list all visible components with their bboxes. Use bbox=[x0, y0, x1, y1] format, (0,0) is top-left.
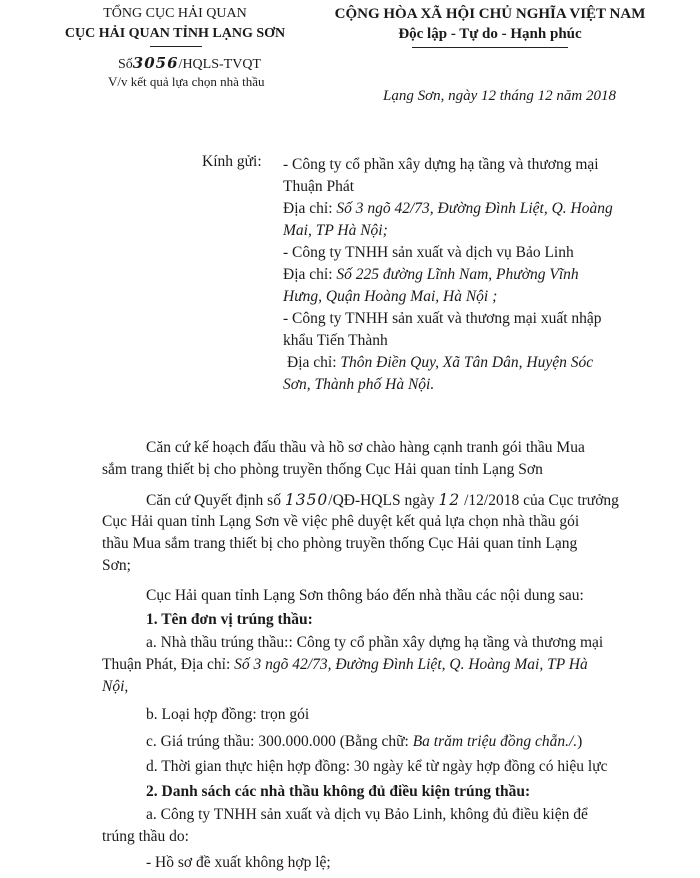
address-label: Địa chỉ: bbox=[287, 354, 341, 371]
nation-motto: Độc lập - Tự do - Hạnh phúc bbox=[398, 26, 582, 42]
s1c-plain: c. Giá trúng thầu: 300.000.000 (Bằng chữ: bbox=[146, 733, 413, 750]
paragraph-1-line2: sắm trang thiết bị cho phòng truyền thống Cục Hải quan tỉnh Lạng Sơn bbox=[102, 461, 543, 478]
paragraph-2-line2: Cục Hải quan tỉnh Lạng Sơn về việc phê duyệt kết quả lựa chọn nhà thầu gói bbox=[102, 513, 580, 530]
doc-number-prefix: Số bbox=[118, 57, 133, 72]
section-1a-line2 bbox=[102, 654, 588, 676]
address-label: Địa chỉ: bbox=[283, 200, 337, 217]
section-1d: d. Thời gian thực hiện hợp đồng: 30 ngày kể từ ngày hợp đồng có hiệu lực bbox=[146, 758, 608, 775]
section-1a-line3: Nội, bbox=[102, 678, 129, 695]
paragraph-2-line1 bbox=[146, 489, 619, 512]
motto-underline bbox=[412, 47, 568, 48]
section-1a-line1: a. Nhà thầu trúng thầu:: Công ty cổ phần xây dựng hạ tầng và thương mại bbox=[146, 634, 604, 651]
agency-name: CỤC HẢI QUAN TỈNH LẠNG SƠN bbox=[64, 26, 286, 41]
p2-mid: /QĐ-HQLS ngày bbox=[328, 492, 439, 509]
s1a-address: Số 3 ngõ 42/73, Đường Đình Liệt, Q. Hoàng Mai, TP Hà bbox=[234, 656, 588, 673]
recipient-1-name-line2: Thuận Phát bbox=[283, 178, 355, 195]
recipient-2-address-line2: Hưng, Quận Hoàng Mai, Hà Nội ; bbox=[283, 288, 498, 305]
recipient-1-address-line2: Mai, TP Hà Nội; bbox=[283, 222, 388, 239]
s1c-close: ) bbox=[577, 733, 583, 750]
recipient-2-address-line1 bbox=[283, 264, 613, 286]
recipient-1-name-line1: - Công ty cổ phần xây dựng hạ tầng và thương mại bbox=[283, 156, 599, 173]
recipient-2-name-line1: - Công ty TNHH sản xuất và dịch vụ Bảo Linh bbox=[283, 244, 574, 261]
paragraph-3: Cục Hải quan tỉnh Lạng Sơn thông báo đến nhà thầu các nội dung sau: bbox=[146, 587, 584, 604]
doc-number-suffix: HQLS-TVQT bbox=[182, 57, 261, 72]
address-label: Địa chỉ: bbox=[283, 266, 337, 283]
paragraph-2-line3: thầu Mua sắm trang thiết bị cho phòng truyền thống Cục Hải quan tỉnh Lạng bbox=[102, 535, 578, 552]
recipient-3-address-line1 bbox=[283, 352, 613, 374]
recipient-3-name-line1: - Công ty TNHH sản xuất và thương mại xuất nhập bbox=[283, 310, 602, 327]
doc-number-handwritten: 3056 bbox=[132, 54, 179, 72]
recipients-label: Kính gửi: bbox=[202, 153, 262, 170]
recipient-3-name-line2: khẩu Tiến Thành bbox=[283, 332, 388, 349]
recipient-3-address-line2: Sơn, Thành phố Hà Nội. bbox=[283, 376, 435, 393]
recipient-1-address: Số 3 ngõ 42/73, Đường Đình Liệt, Q. Hoàng bbox=[336, 200, 613, 217]
paragraph-2-line4: Sơn; bbox=[102, 557, 131, 574]
section-1-heading: 1. Tên đơn vị trúng thầu: bbox=[146, 611, 313, 628]
document-subject: V/v kết quả lựa chọn nhà thầu bbox=[108, 74, 265, 89]
section-1c bbox=[146, 731, 582, 753]
s1a-plain: Thuận Phát, Địa chỉ: bbox=[102, 656, 235, 673]
place-date: Lạng Sơn, ngày 12 tháng 12 năm 2018 bbox=[383, 88, 617, 104]
document-number: Số3056/HQLS-TVQT bbox=[118, 54, 261, 72]
section-2a-line2: trúng thầu do: bbox=[102, 828, 189, 845]
decision-day-handwritten: 12 bbox=[438, 491, 461, 509]
section-2-bullet: - Hồ sơ đề xuất không hợp lệ; bbox=[146, 854, 331, 871]
decision-number-handwritten: 1350 bbox=[284, 491, 329, 509]
p2-start: Căn cứ Quyết định số bbox=[146, 492, 285, 509]
recipient-2-address: Số 225 đường Lĩnh Nam, Phường Vĩnh bbox=[336, 266, 579, 283]
recipient-1-address-line1 bbox=[283, 198, 613, 220]
agency-parent: TỔNG CỤC HẢI QUAN bbox=[103, 6, 247, 21]
p2-end: /12/2018 của Cục trưởng bbox=[460, 492, 619, 509]
nation-title: CỘNG HÒA XÃ HỘI CHỦ NGHĨA VIỆT NAM bbox=[334, 6, 646, 22]
recipients-block bbox=[283, 154, 613, 396]
section-1b: b. Loại hợp đồng: trọn gói bbox=[146, 706, 310, 723]
section-2a-line1: a. Công ty TNHH sản xuất và dịch vụ Bảo Linh, không đủ điều kiện để bbox=[146, 806, 588, 823]
recipient-3-address: Thôn Điền Quy, Xã Tân Dân, Huyện Sóc bbox=[340, 354, 594, 371]
paragraph-1-line1: Căn cứ kế hoạch đấu thầu và hồ sơ chào hàng cạnh tranh gói thầu Mua bbox=[146, 439, 585, 456]
agency-underline bbox=[150, 46, 202, 47]
s1c-amount-words: Ba trăm triệu đồng chẵn./. bbox=[412, 733, 578, 750]
section-2-heading: 2. Danh sách các nhà thầu không đủ điều kiện trúng thầu: bbox=[146, 783, 531, 800]
